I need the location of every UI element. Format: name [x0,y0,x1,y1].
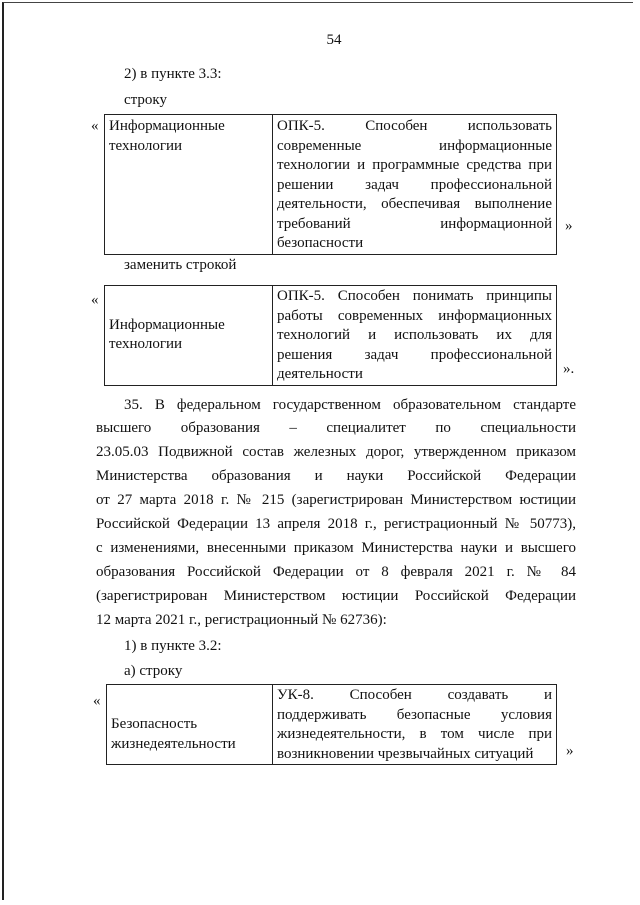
paragraph-35-line: Министерства образования и науки Российской Федерации [96,468,576,484]
paragraph-35-line: образования Российской Федерации от 8 февраля 2021 г. № 84 [96,564,576,580]
page-number: 54 [326,32,342,48]
paragraph-35-line: 23.05.03 Подвижной состав железных дорог, утвержденном приказом [96,444,576,460]
paragraph-35-line: (зарегистрирован Министерством юстиции Российской Федерации [96,588,576,604]
item-2-heading: 2) в пункте 3.3: [124,66,222,82]
paragraph-35-line: от 27 марта 2018 г. № 215 (зарегистрирован Министерством юстиции [96,492,576,508]
competence-line: УК-8. Способен создавать и [277,687,552,703]
competence-line: технологии и программные средства при [277,157,552,173]
label-replace: заменить строкой [124,257,237,273]
discipline-line: Информационные [109,316,225,333]
label-stroku: строку [124,92,167,108]
open-quote-1: « [91,118,99,134]
open-quote-2: « [91,292,99,308]
competence-line: возникновении чрезвычайных ситуаций [277,745,534,762]
close-quote-2: ». [563,361,575,377]
open-quote-3: « [93,693,101,709]
competence-line: безопасности [277,235,364,251]
paragraph-35-line: высшего образования – специалитет по специальности [96,420,576,436]
discipline-cell [105,115,273,255]
discipline-line: технологии [109,137,183,154]
competence-line: технологий и использовать их для [277,327,552,343]
paragraph-35-line: 35. В федеральном государственном образовательном стандарте [124,397,576,413]
paragraph-35-line: 12 марта 2021 г., регистрационный № 62736): [96,612,387,628]
competence-line: жизнедеятельности, в том числе при [277,726,552,742]
paragraph-35-line: с изменениями, внесенными приказом Министерства науки и высшего [96,540,576,556]
close-quote-1: » [565,218,573,234]
competence-cell [273,286,557,386]
table-2-new-row [104,285,557,386]
table-1-old-row [104,114,557,255]
competence-line: требований информационной [277,215,552,232]
competence-line: ОПК-5. Способен понимать принципы [277,288,552,304]
competence-line: деятельности, обеспечивая выполнение [277,196,552,212]
competence-line: современные информационные [277,137,552,154]
discipline-line: Информационные [109,118,225,134]
discipline-line: Безопасность [111,716,198,732]
competence-line: поддерживать безопасные условия [277,706,552,723]
competence-line: решения задач профессиональной [277,346,552,363]
discipline-cell [107,685,273,765]
competence-cell [273,115,557,255]
close-quote-3: » [566,743,574,759]
table-3-old-row [106,684,557,765]
discipline-cell [105,286,273,386]
sub-a-heading: а) строку [124,663,183,679]
discipline-line: технологии [109,336,183,353]
paragraph-35-line: Российской Федерации 13 апреля 2018 г., регистрационный № 50773), [96,516,576,532]
discipline-line: жизнедеятельности [111,735,236,752]
competence-line: решении задач профессиональной [277,176,552,193]
competence-cell [273,685,557,765]
competence-line: деятельности [277,366,363,382]
competence-line: работы современных информационных [277,307,552,324]
competence-line: ОПК-5. Способен использовать [277,118,552,134]
item-1-heading: 1) в пункте 3.2: [124,638,222,654]
